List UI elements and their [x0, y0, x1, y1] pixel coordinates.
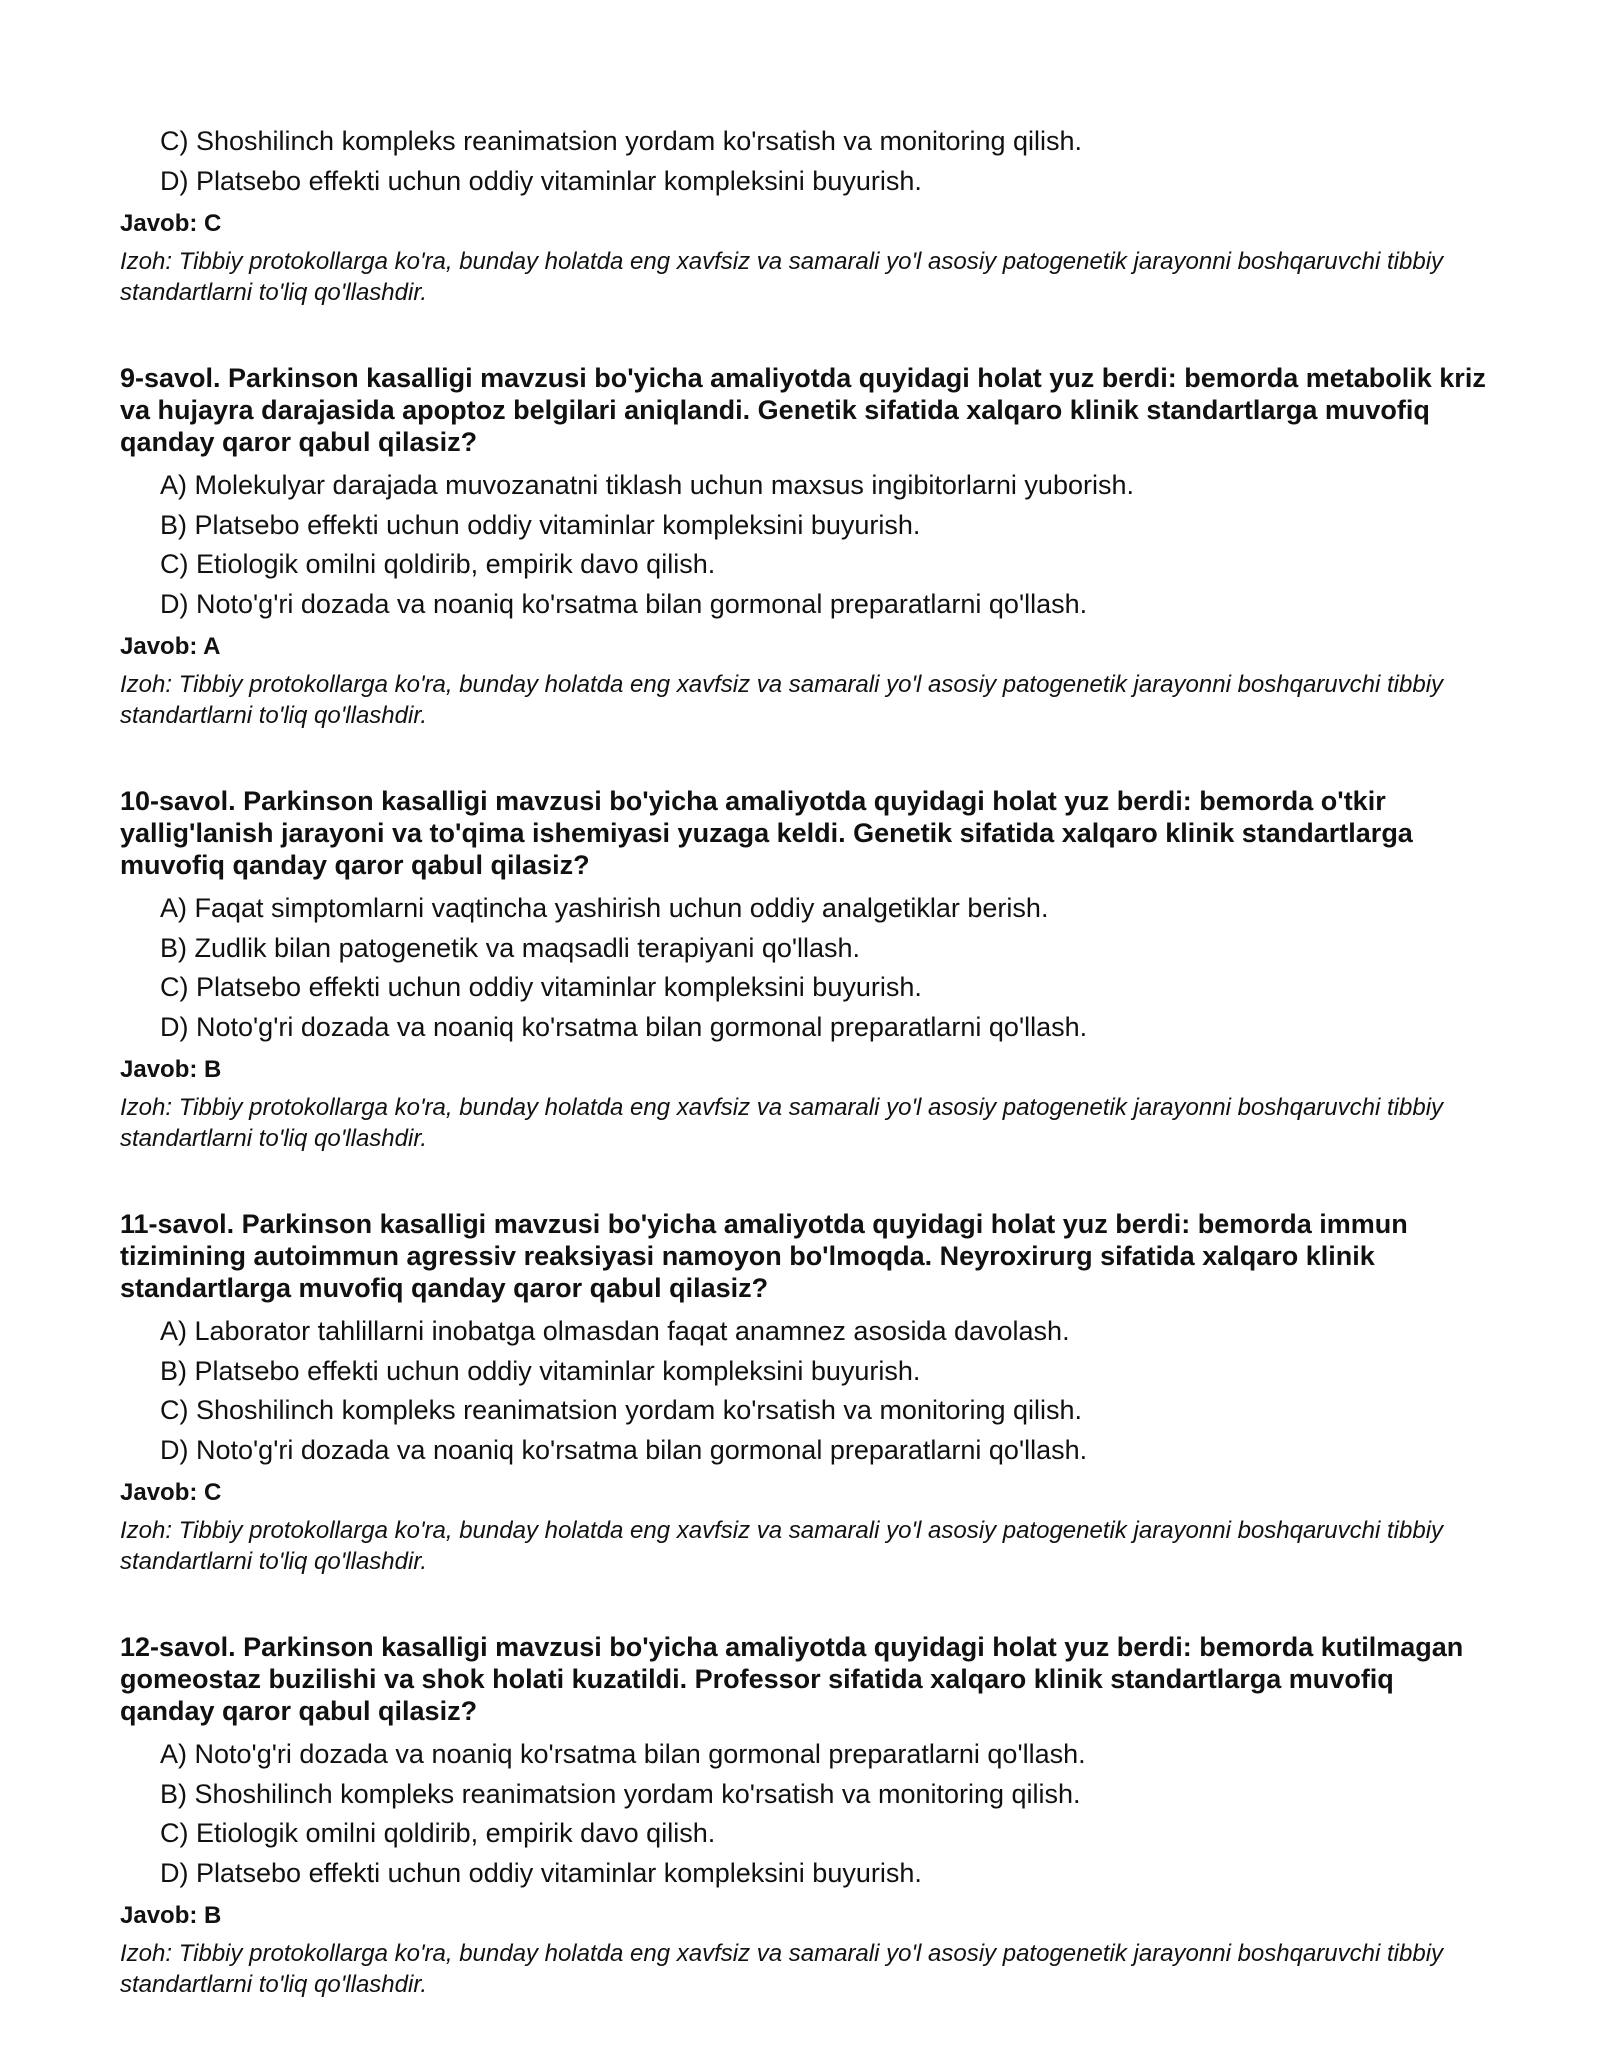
explanation-note: Izoh: Tibbiy protokollarga ko'ra, bunday holatda eng xavfsiz va samarali yo'l asosiy patogenetik jarayonni boshqaruvchi tibbiy standartlarni to'liq qo'llashdir.: [120, 1094, 1444, 1152]
correct-answer: Javob: B: [120, 1902, 222, 1929]
answer-option: D) Noto'g'ri dozada va noaniq ko'rsatma bilan gormonal preparatlarni qo'llash.: [160, 588, 1088, 619]
answer-option: A) Noto'g'ri dozada va noaniq ko'rsatma bilan gormonal preparatlarni qo'llash.: [160, 1739, 1086, 1769]
answer-option: D) Platsebo effekti uchun oddiy vitaminlar kompleksini buyurish.: [160, 165, 922, 196]
answer-option: A) Faqat simptomlarni vaqtincha yashirish uchun oddiy analgetiklar berish.: [160, 893, 1049, 923]
explanation-note: Izoh: Tibbiy protokollarga ko'ra, bunday holatda eng xavfsiz va samarali yo'l asosiy patogenetik jarayonni boshqaruvchi tibbiy standartlarni to'liq qo'llashdir.: [120, 1940, 1444, 1998]
explanation-note: Izoh: Tibbiy protokollarga ko'ra, bunday holatda eng xavfsiz va samarali yo'l asosiy patogenetik jarayonni boshqaruvchi tibbiy standartlarni to'liq qo'llashdir.: [120, 248, 1444, 306]
correct-answer: Javob: B: [120, 1056, 222, 1083]
answer-option: A) Laborator tahlillarni inobatga olmasdan faqat anamnez asosida davolash.: [160, 1316, 1070, 1346]
answer-option: D) Noto'g'ri dozada va noaniq ko'rsatma bilan gormonal preparatlarni qo'llash.: [160, 1011, 1088, 1042]
answer-option: B) Platsebo effekti uchun oddiy vitaminlar kompleksini buyurish.: [160, 509, 921, 540]
answer-option: A) Molekulyar darajada muvozanatni tiklash uchun maxsus ingibitorlarni yuborish.: [160, 470, 1134, 500]
answer-option: D) Noto'g'ri dozada va noaniq ko'rsatma bilan gormonal preparatlarni qo'llash.: [160, 1434, 1088, 1465]
document-page: [120, 122, 1490, 2000]
answer-option: C) Shoshilinch kompleks reanimatsion yordam ko'rsatish va monitoring qilish.: [160, 126, 1083, 156]
answer-option: C) Shoshilinch kompleks reanimatsion yordam ko'rsatish va monitoring qilish.: [160, 1395, 1083, 1425]
question-11: [120, 1208, 1490, 1577]
answer-option: D) Platsebo effekti uchun oddiy vitaminlar kompleksini buyurish.: [160, 1857, 922, 1888]
correct-answer: Javob: C: [120, 1479, 222, 1506]
answer-option: B) Zudlik bilan patogenetik va maqsadli terapiyani qo'llash.: [160, 932, 861, 963]
question-8-continuation: [120, 122, 1490, 308]
question-9: [120, 362, 1490, 731]
question-10: [120, 785, 1490, 1154]
question-text: 10-savol. Parkinson kasalligi mavzusi bo'yicha amaliyotda quyidagi holat yuz berdi: bemorda o'tkir yallig'lanish jarayoni va to'qima ishemiyasi yuzaga keldi. Genetik sifatida xalqaro klinik standartlarga muvofiq qanday qaror qabul qilasiz?: [120, 786, 1413, 880]
question-text: 11-savol. Parkinson kasalligi mavzusi bo'yicha amaliyotda quyidagi holat yuz berdi: bemorda immun tizimining autoimmun agressiv reaksiyasi namoyon bo'lmoqda. Neyroxirurg sifatida xalqaro klinik standartlarga muvofiq qanday qaror qabul qilasiz?: [120, 1209, 1408, 1303]
answer-option: C) Etiologik omilni qoldirib, empirik davo qilish.: [160, 1818, 716, 1848]
answer-option: C) Etiologik omilni qoldirib, empirik davo qilish.: [160, 549, 716, 579]
answer-option: C) Platsebo effekti uchun oddiy vitaminlar kompleksini buyurish.: [160, 972, 922, 1002]
correct-answer: Javob: C: [120, 210, 222, 237]
answer-option: B) Platsebo effekti uchun oddiy vitaminlar kompleksini buyurish.: [160, 1355, 921, 1386]
explanation-note: Izoh: Tibbiy protokollarga ko'ra, bunday holatda eng xavfsiz va samarali yo'l asosiy patogenetik jarayonni boshqaruvchi tibbiy standartlarni to'liq qo'llashdir.: [120, 1517, 1444, 1575]
question-text: 12-savol. Parkinson kasalligi mavzusi bo'yicha amaliyotda quyidagi holat yuz berdi: bemorda kutilmagan gomeostaz buzilishi va shok holati kuzatildi. Professor sifatida xalqaro klinik standartlarga muvofiq qanday qaror qabul qilasiz?: [120, 1632, 1464, 1726]
correct-answer: Javob: A: [120, 633, 221, 660]
explanation-note: Izoh: Tibbiy protokollarga ko'ra, bunday holatda eng xavfsiz va samarali yo'l asosiy patogenetik jarayonni boshqaruvchi tibbiy standartlarni to'liq qo'llashdir.: [120, 671, 1444, 729]
answer-option: B) Shoshilinch kompleks reanimatsion yordam ko'rsatish va monitoring qilish.: [160, 1778, 1081, 1809]
question-12: [120, 1631, 1490, 2000]
question-text: 9-savol. Parkinson kasalligi mavzusi bo'yicha amaliyotda quyidagi holat yuz berdi: bemorda metabolik kriz va hujayra darajasida apoptoz belgilari aniqlandi. Genetik sifatida xalqaro klinik standartlarga muvofiq qanday qaror qabul qilasiz?: [120, 363, 1486, 457]
